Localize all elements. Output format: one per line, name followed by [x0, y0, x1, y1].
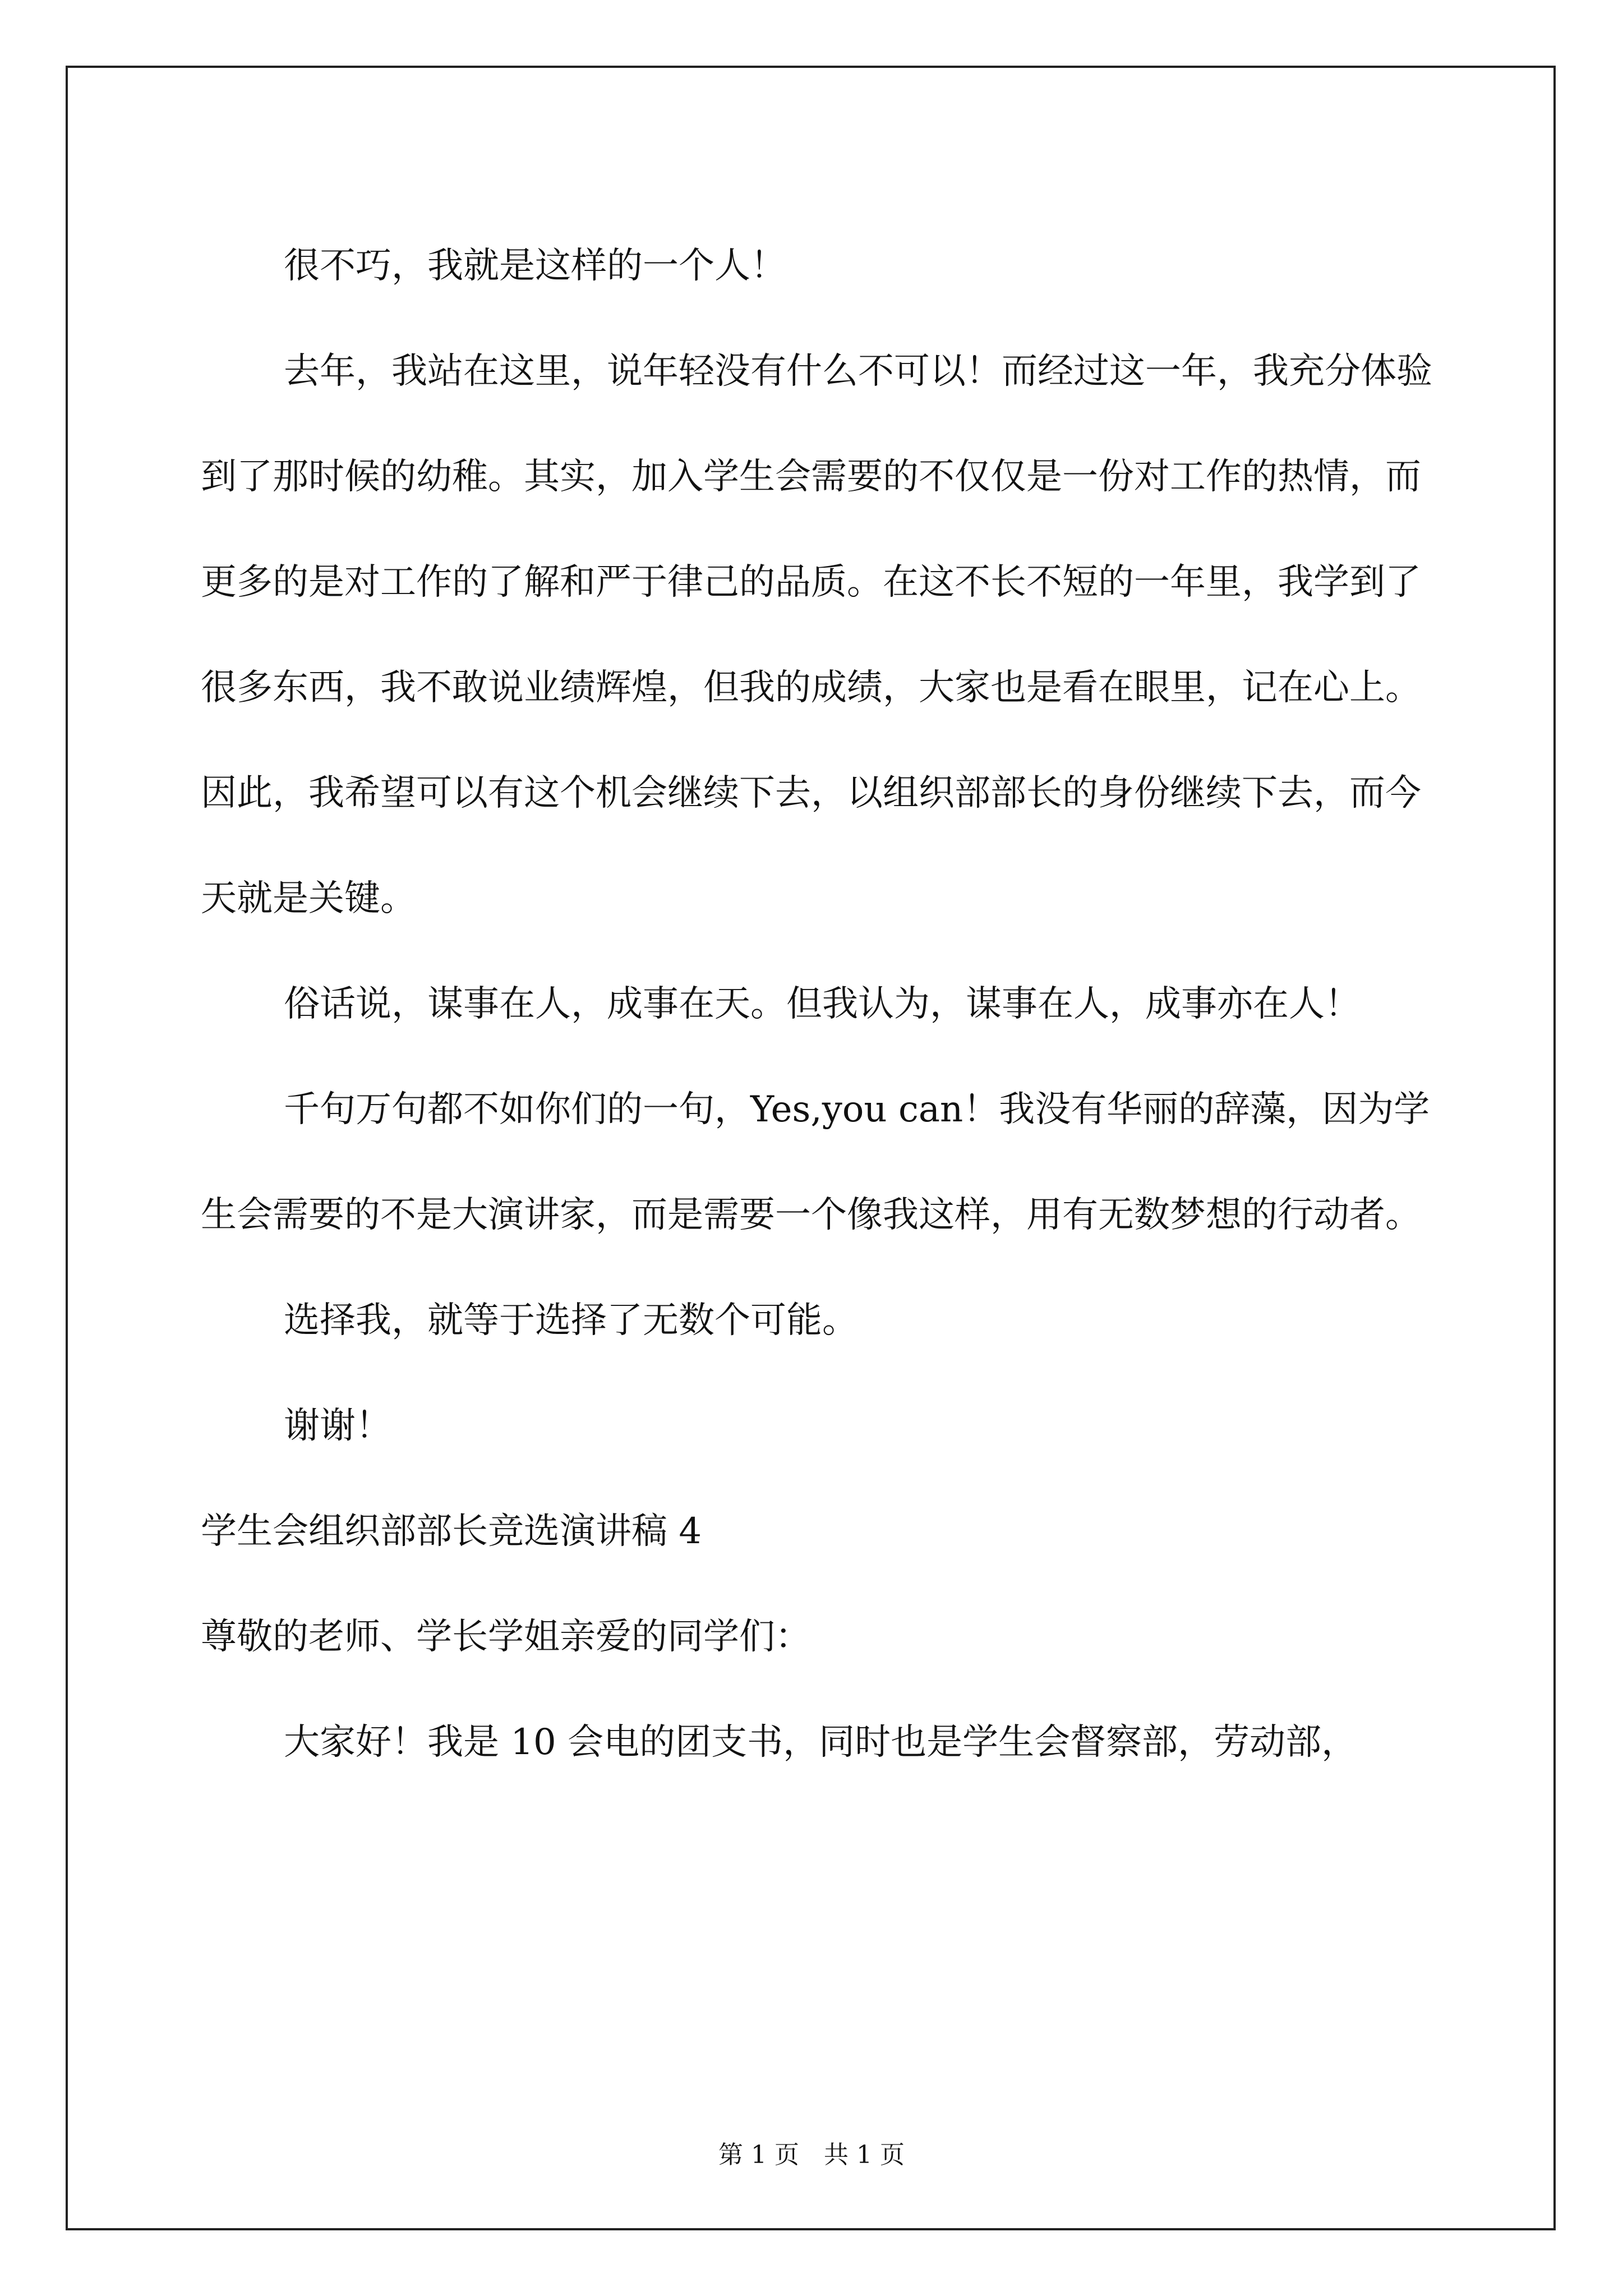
document-body: [201, 213, 1432, 1795]
salutation: 尊敬的老师、学长学姐亲爱的同学们：: [201, 1616, 811, 1658]
paragraph: 大家好！我是 10 会电的团支书，同时也是学生会督察部，劳动部，: [284, 1722, 1358, 1763]
page-footer: 第 1 页 共 1 页: [718, 2141, 905, 2169]
paragraph: 选择我，就等于选择了无数个可能。: [284, 1300, 858, 1341]
paragraph: 很不巧，我就是这样的一个人！: [284, 245, 786, 287]
paragraph: 去年，我站在这里，说年轻没有什么不可以！而经过这一年，我充分体验到了那时候的幼稚。其实，加入学生会需要的不仅仅是一份对工作的热情，而更多的是对工作的了解和严于律己的品质。在这不长不短的一年里，我学到了很多东西，我不敢说业绩辉煌，但我的成绩，大家也是看在眼里，记在心上。因此，我希望可以有这个机会继续下去，以组织部部长的身份继续下去，而今天就是关键。: [201, 351, 1432, 919]
paragraph: 千句万句都不如你们的一句，Yes,you can！我没有华丽的辞藻，因为学生会需要的不是大演讲家，而是需要一个像我这样，用有无数梦想的行动者。: [201, 1089, 1430, 1236]
paragraph: 谢谢！: [284, 1405, 391, 1447]
section-heading: 学生会组织部部长竞选演讲稿 4: [201, 1511, 702, 1552]
paragraph: 俗话说，谋事在人，成事在天。但我认为，谋事在人，成事亦在人！: [284, 983, 1361, 1025]
